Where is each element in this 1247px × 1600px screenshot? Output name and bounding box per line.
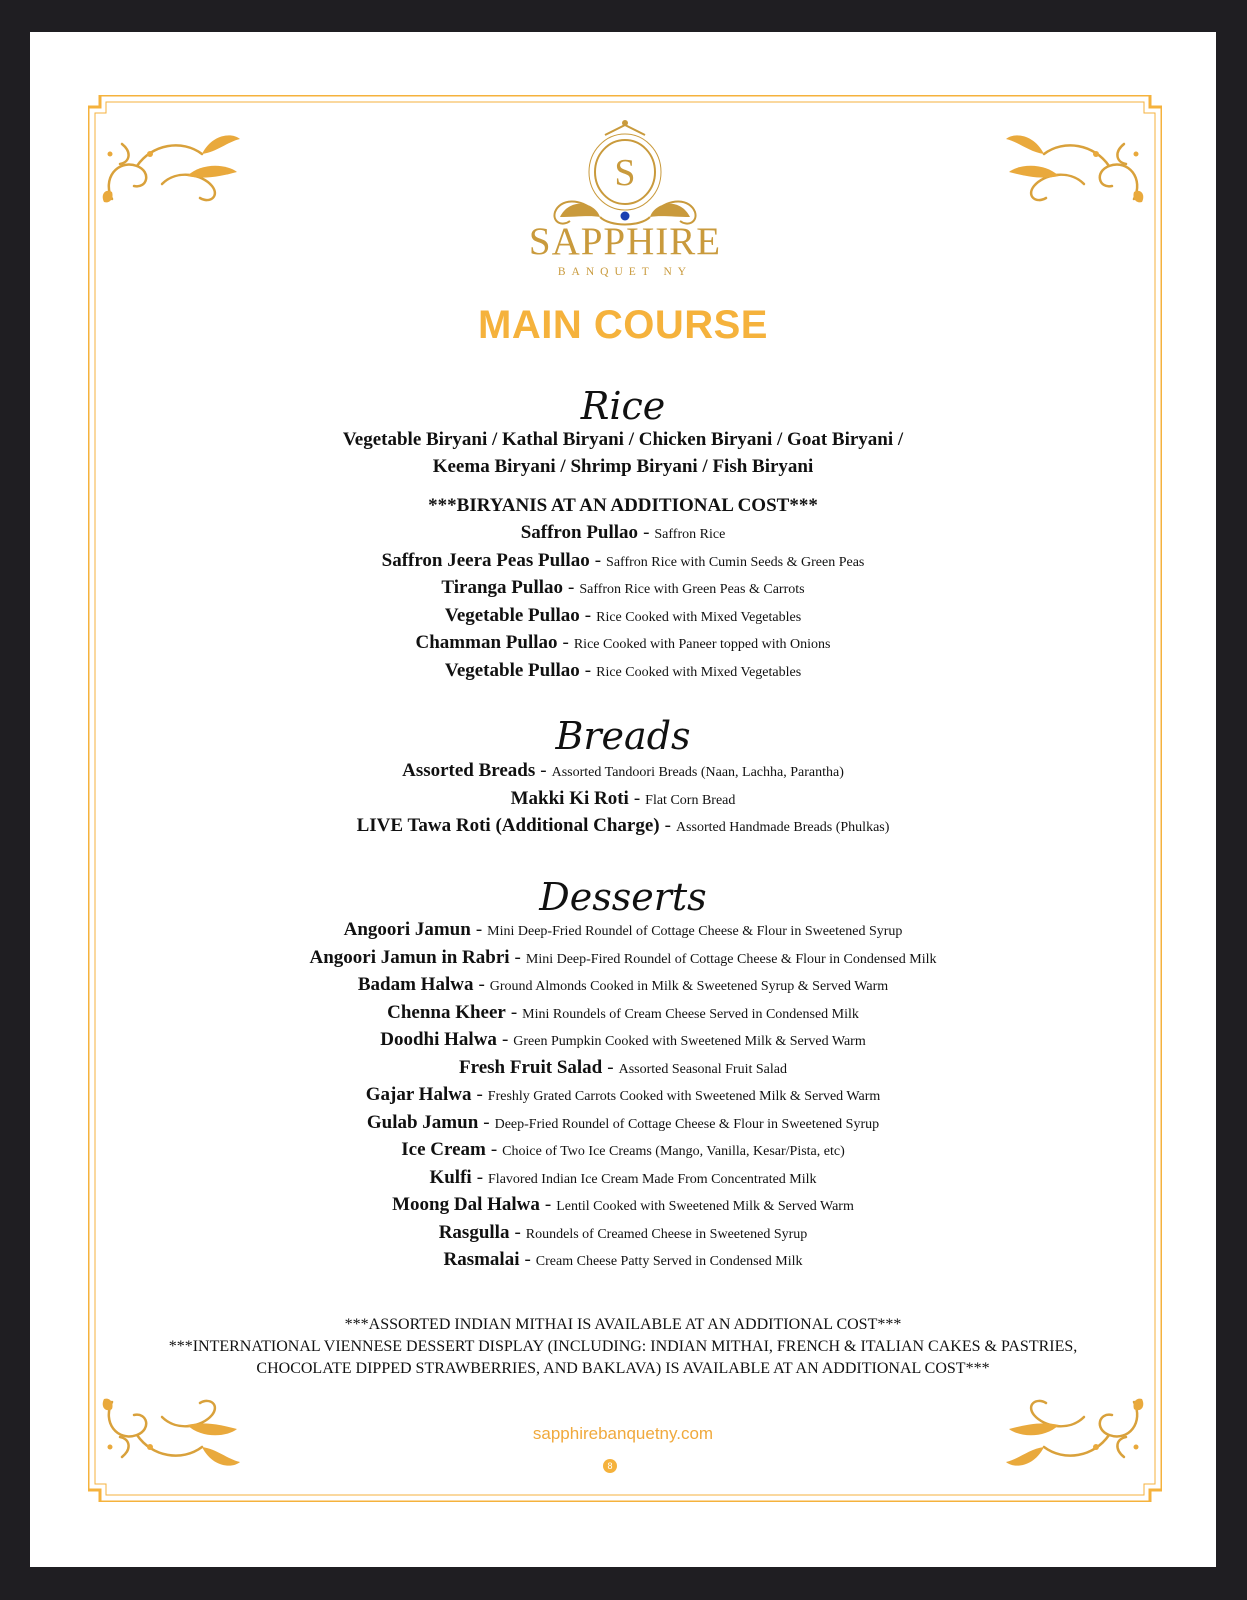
menu-item-separator: - xyxy=(510,1001,518,1023)
dessert-display-notice-line-2: CHOCOLATE DIPPED STRAWBERRIES, AND BAKLAVA) IS AVAILABLE AT AN ADDITIONAL COST*** xyxy=(256,1360,990,1377)
menu-item-name: Saffron Pullao xyxy=(520,522,639,543)
logo-monogram: S xyxy=(614,152,636,194)
menu-item xyxy=(30,920,1216,939)
menu-item-separator: - xyxy=(476,1166,484,1188)
menu-item-separator: - xyxy=(664,815,671,836)
menu-item xyxy=(30,1058,1216,1077)
menu-item-name: Gulab Jamun xyxy=(366,1111,479,1133)
menu-item xyxy=(30,816,1216,835)
section-title-breads: Breads xyxy=(555,714,691,758)
menu-item xyxy=(30,633,1216,652)
menu-item-description: Deep-Fried Roundel of Cottage Cheese & Flour in Sweetened Syrup xyxy=(494,1116,880,1132)
menu-item-description: Assorted Tandoori Breads (Naan, Lachha, Parantha) xyxy=(551,765,844,780)
menu-item-description: Assorted Seasonal Fruit Salad xyxy=(618,1061,787,1077)
menu-item xyxy=(30,975,1216,994)
menu-page xyxy=(30,32,1216,1567)
menu-item-description: Lentil Cooked with Sweetened Milk & Served Warm xyxy=(556,1199,854,1214)
menu-item-separator: - xyxy=(584,660,592,681)
menu-item xyxy=(30,1168,1216,1187)
menu-item-description: Flavored Indian Ice Cream Made From Concentrated Milk xyxy=(488,1171,817,1187)
menu-item xyxy=(30,578,1216,597)
menu-item-separator: - xyxy=(643,522,650,543)
menu-item-separator: - xyxy=(475,919,483,940)
biryani-list-line-2: Keema Biryani / Shrimp Biryani / Fish Biryani xyxy=(432,456,814,477)
menu-item xyxy=(30,1140,1216,1159)
menu-item-description: Ground Almonds Cooked in Milk & Sweetened Syrup & Served Warm xyxy=(489,979,889,994)
menu-item-separator: - xyxy=(568,577,575,599)
mithai-notice: ***ASSORTED INDIAN MITHAI IS AVAILABLE AT AN ADDITIONAL COST*** xyxy=(344,1316,902,1333)
menu-item-description: Choice of Two Ice Creams (Mango, Vanilla, Kesar/Pista, etc) xyxy=(502,1144,845,1159)
menu-item-description: Saffron Rice xyxy=(654,527,726,542)
corner-ornament-top-left xyxy=(92,124,242,214)
menu-item xyxy=(30,1003,1216,1022)
menu-item-separator: - xyxy=(501,1029,509,1050)
menu-item-name: Vegetable Pullao xyxy=(444,660,580,681)
page-number: 8 xyxy=(603,1459,617,1473)
menu-item xyxy=(30,1113,1216,1132)
menu-item xyxy=(30,551,1216,570)
menu-item-separator: - xyxy=(476,1084,483,1105)
menu-item-separator: - xyxy=(478,974,485,995)
section-title-desserts: Desserts xyxy=(539,875,707,919)
menu-item-name: Saffron Jeera Peas Pullao xyxy=(381,549,590,571)
menu-item-description: Mini Roundels of Cream Cheese Served in Condensed Milk xyxy=(522,1006,859,1022)
menu-item-description: Rice Cooked with Mixed Vegetables xyxy=(596,609,802,625)
menu-item-name: Kulfi xyxy=(429,1166,472,1188)
menu-item-separator: - xyxy=(483,1111,490,1133)
menu-item-description: Cream Cheese Patty Served in Condensed Milk xyxy=(535,1254,803,1269)
menu-item xyxy=(30,523,1216,542)
menu-item-separator: - xyxy=(514,1221,521,1243)
menu-item-name: Chamman Pullao xyxy=(415,632,558,654)
menu-item-name: Chenna Kheer xyxy=(387,1001,506,1023)
menu-item xyxy=(30,1250,1216,1269)
menu-item-separator: - xyxy=(540,760,547,781)
menu-item-separator: - xyxy=(594,549,602,571)
menu-item-description: Mini Deep-Fried Roundel of Cottage Cheese & Flour in Sweetened Syrup xyxy=(487,924,903,939)
menu-item xyxy=(30,606,1216,625)
section-title-rice: Rice xyxy=(580,384,666,428)
menu-item-description: Rice Cooked with Mixed Vegetables xyxy=(596,665,802,680)
menu-item-separator: - xyxy=(544,1194,552,1215)
menu-item-name: Assorted Breads xyxy=(402,760,536,781)
menu-item-description: Flat Corn Bread xyxy=(645,792,736,808)
menu-item xyxy=(30,948,1216,967)
menu-item-name: Rasmalai xyxy=(443,1249,520,1270)
menu-item xyxy=(30,761,1216,780)
biryani-list-line-1: Vegetable Biryani / Kathal Biryani / Chicken Biryani / Goat Biryani / xyxy=(342,429,904,450)
page-title: MAIN COURSE xyxy=(478,303,768,347)
dessert-display-notice-line-1: ***INTERNATIONAL VIENNESE DESSERT DISPLAY (INCLUDING: INDIAN MITHAI, FRENCH & ITALIAN CAKES & PASTRIES, xyxy=(168,1338,1078,1355)
menu-item xyxy=(30,789,1216,808)
menu-item xyxy=(30,1030,1216,1049)
menu-item-name: Angoori Jamun in Rabri xyxy=(309,946,510,968)
biryani-cost-notice: ***BIRYANIS AT AN ADDITIONAL COST*** xyxy=(428,495,818,516)
menu-item-description: Rice Cooked with Paneer topped with Onions xyxy=(573,637,831,653)
menu-item-name: Fresh Fruit Salad xyxy=(459,1056,603,1078)
menu-item-separator: - xyxy=(562,632,569,654)
menu-item-separator: - xyxy=(514,946,521,968)
menu-item-separator: - xyxy=(490,1139,498,1160)
menu-item-name: LIVE Tawa Roti (Additional Charge) xyxy=(356,815,660,836)
menu-item-name: Rasgulla xyxy=(438,1221,510,1243)
menu-item xyxy=(30,1195,1216,1214)
menu-item-separator: - xyxy=(633,787,641,809)
brand-subtitle: BANQUET NY xyxy=(557,266,693,278)
menu-item-description: Assorted Handmade Breads (Phulkas) xyxy=(675,820,890,835)
menu-item-description: Freshly Grated Carrots Cooked with Sweetened Milk & Served Warm xyxy=(487,1089,881,1104)
menu-item-name: Makki Ki Roti xyxy=(510,787,629,809)
menu-item-description: Roundels of Creamed Cheese in Sweetened Syrup xyxy=(525,1226,808,1242)
menu-item-name: Doodhi Halwa xyxy=(380,1029,497,1050)
menu-item xyxy=(30,661,1216,680)
menu-item-name: Moong Dal Halwa xyxy=(392,1194,540,1215)
menu-item-name: Tiranga Pullao xyxy=(441,577,563,599)
menu-item-description: Mini Deep-Fired Roundel of Cottage Cheese & Flour in Condensed Milk xyxy=(525,951,937,967)
menu-item-description: Saffron Rice with Green Peas & Carrots xyxy=(579,582,805,598)
menu-item-name: Ice Cream xyxy=(401,1139,486,1160)
menu-item-name: Badam Halwa xyxy=(357,974,474,995)
corner-ornament-top-right xyxy=(1004,124,1154,214)
menu-item-separator: - xyxy=(524,1249,531,1270)
brand-name: SAPPHIRE xyxy=(528,220,722,263)
menu-item-separator: - xyxy=(584,604,592,626)
menu-item-name: Angoori Jamun xyxy=(343,919,471,940)
menu-item-name: Gajar Halwa xyxy=(365,1084,472,1105)
menu-item-separator: - xyxy=(607,1056,614,1078)
menu-item xyxy=(30,1085,1216,1104)
website-link[interactable]: sapphirebanquetny.com xyxy=(532,1424,714,1443)
menu-item-description: Green Pumpkin Cooked with Sweetened Milk & Served Warm xyxy=(513,1034,866,1049)
menu-item-description: Saffron Rice with Cumin Seeds & Green Peas xyxy=(606,554,865,570)
menu-item xyxy=(30,1223,1216,1242)
menu-item-name: Vegetable Pullao xyxy=(444,604,580,626)
